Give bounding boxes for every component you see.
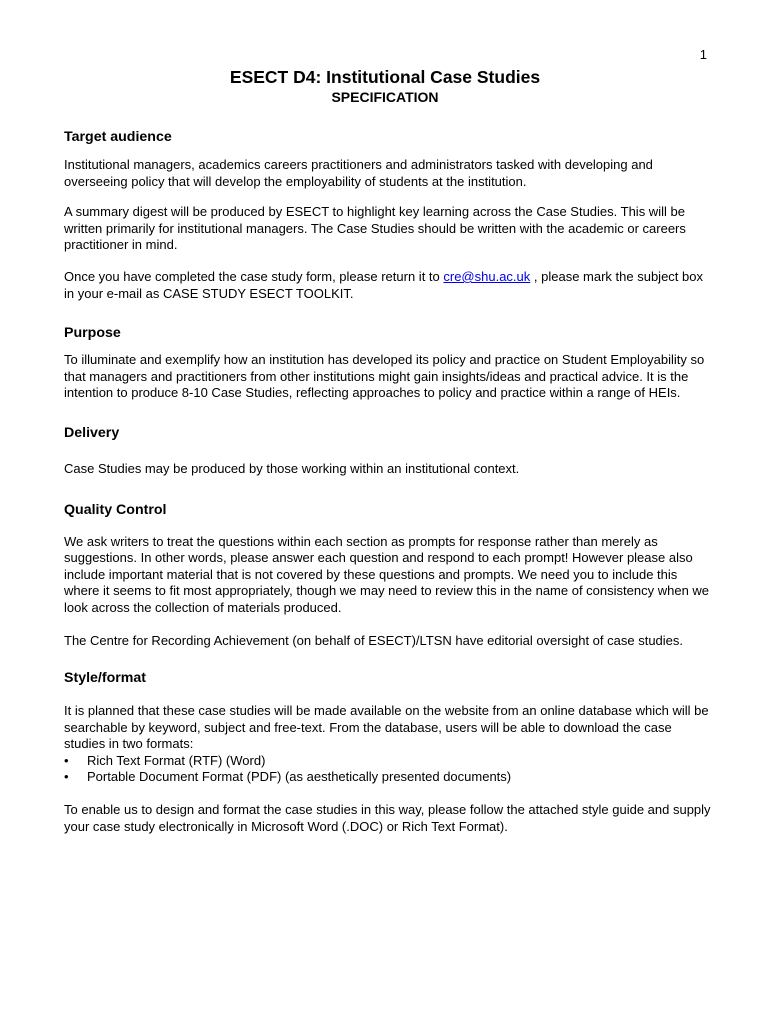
paragraph: We ask writers to treat the questions within each section as prompts for response rather than merely as suggestions. In other words, please answer each question and respond to each prompt! However please also include important material that is not covered by these questions and prompts. We need you to include this where it seems to fit most appropriately, though we may need to review this in the name of consistency when we look across the collection of materials produced. — [64, 533, 710, 615]
text: Once you have completed the case study form, please return it to — [64, 268, 444, 284]
list-item-text: Portable Document Format (PDF) (as aesthetically presented documents) — [87, 769, 512, 785]
list-item — [64, 769, 714, 786]
paragraph: The Centre for Recording Achievement (on behalf of ESECT)/LTSN have editorial oversight of case studies. — [64, 632, 684, 648]
section-heading: Quality Control — [64, 501, 167, 518]
document-subtitle: SPECIFICATION — [331, 89, 439, 105]
paragraph: Case Studies may be produced by those working within an institutional context. — [64, 460, 520, 476]
section-delivery — [64, 422, 714, 478]
paragraph: To enable us to design and format the case studies in this way, please follow the attached style guide and supply your case study electronically in Microsoft Word (.DOC) or Rich Text Format). — [64, 802, 711, 834]
format-list — [64, 753, 714, 786]
text: , please mark the subject box in your e-mail as CASE STUDY ESECT TOOLKIT. — [64, 268, 703, 301]
section-heading: Style/format — [64, 670, 146, 687]
document-body — [64, 126, 714, 835]
email-link[interactable]: cre@shu.ac.uk — [443, 268, 531, 284]
section-style-format — [64, 667, 714, 835]
paragraph: To illuminate and exemplify how an institution has developed its policy and practice on Student Employability so that managers and practitioners from other institutions might gain insights/ideas and practical advice. It is the intention to produce 8-10 Case Studies, reflecting approaches to policy and practice within a range of HEIs. — [64, 352, 705, 401]
title-block — [0, 67, 770, 106]
document-title: ESECT D4: Institutional Case Studies — [229, 67, 541, 87]
paragraph: It is planned that these case studies will be made available on the website from an online database which will be searchable by keyword, subject and free-text. From the database, users will be able to download the case studies in two formats: — [64, 703, 709, 752]
section-heading: Target audience — [64, 129, 172, 145]
page-number: 1 — [699, 47, 707, 62]
section-purpose — [64, 322, 714, 402]
paragraph: A summary digest will be produced by ESECT to highlight key learning across the Case Studies. This will be written primarily for institutional managers. The Case Studies should be written with the academic or careers practitioner in mind. — [64, 204, 686, 253]
bullet-icon: • — [64, 769, 69, 785]
paragraph: Institutional managers, academics careers practitioners and administrators tasked with developing and overseeing policy that will develop the employability of students at the institution. — [64, 157, 653, 189]
section-quality-control — [64, 499, 714, 650]
list-item-text: Rich Text Format (RTF) (Word) — [87, 752, 266, 768]
list-item — [64, 753, 714, 770]
section-heading: Purpose — [64, 325, 121, 342]
section-heading: Delivery — [64, 424, 120, 441]
section-target-audience — [64, 126, 714, 302]
bullet-icon: • — [64, 752, 69, 768]
paragraph-return-instructions — [64, 269, 714, 302]
